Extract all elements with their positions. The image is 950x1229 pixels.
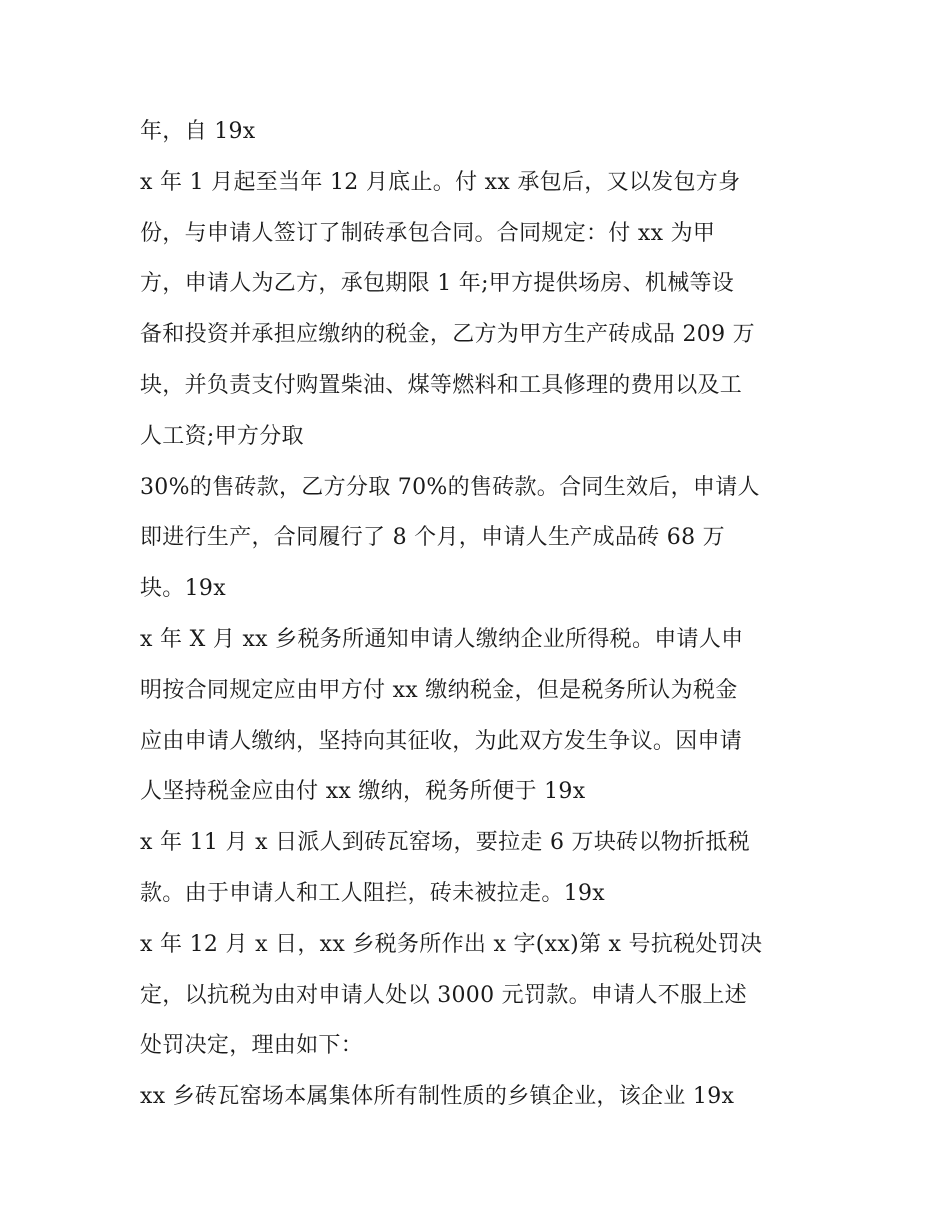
text-line: x 年 12 月 x 日，xx 乡税务所作出 x 字(xx)第 x 号抗税处罚决 bbox=[140, 931, 763, 957]
text-line: 处罚决定，理由如下： bbox=[140, 1033, 364, 1059]
text-line: x 年 X 月 xx 乡税务所通知申请人缴纳企业所得税。申请人申 bbox=[140, 626, 744, 652]
text-line: 人工资;甲方分取 bbox=[140, 423, 304, 449]
text-line: xx 乡砖瓦窑场本属集体所有制性质的乡镇企业，该企业 19x bbox=[140, 1084, 735, 1110]
text-line: 即进行生产，合同履行了 8 个月，申请人生产成品砖 68 万 bbox=[140, 525, 725, 551]
text-line: 款。由于申请人和工人阻拦，砖未被拉走。19x bbox=[140, 880, 606, 906]
text-line: 方，申请人为乙方，承包期限 1 年;甲方提供场房、机械等设 bbox=[140, 271, 735, 297]
text-line: 年，自 19x bbox=[140, 119, 256, 144]
text-line: x 年 1 月起至当年 12 月底止。付 xx 承包后，又以发包方身 bbox=[140, 169, 741, 195]
text-line: 明按合同规定应由甲方付 xx 缴纳税金，但是税务所认为税金 bbox=[140, 677, 738, 703]
text-line: 30%的售砖款，乙方分取 70%的售砖款。合同生效后，申请人 bbox=[140, 474, 760, 500]
text-line: 块。19x bbox=[140, 576, 226, 602]
text-line: 块，并负责支付购置柴油、煤等燃料和工具修理的费用以及工 bbox=[140, 372, 743, 398]
text-line: 定，以抗税为由对申请人处以 3000 元罚款。申请人不服上述 bbox=[140, 982, 747, 1008]
text-line: x 年 11 月 x 日派人到砖瓦窑场，要拉走 6 万块砖以物折抵税 bbox=[140, 830, 750, 856]
document-body bbox=[140, 107, 840, 1123]
text-line: 人坚持税金应由付 xx 缴纳，税务所便于 19x bbox=[140, 779, 586, 805]
text-line: 备和投资并承担应缴纳的税金，乙方为甲方生产砖成品 209 万 bbox=[140, 322, 755, 348]
text-line: 应由申请人缴纳，坚持向其征收，为此双方发生争议。因申请 bbox=[140, 728, 743, 754]
text-line: 份，与申请人签订了制砖承包合同。合同规定：付 xx 为甲 bbox=[140, 220, 716, 246]
